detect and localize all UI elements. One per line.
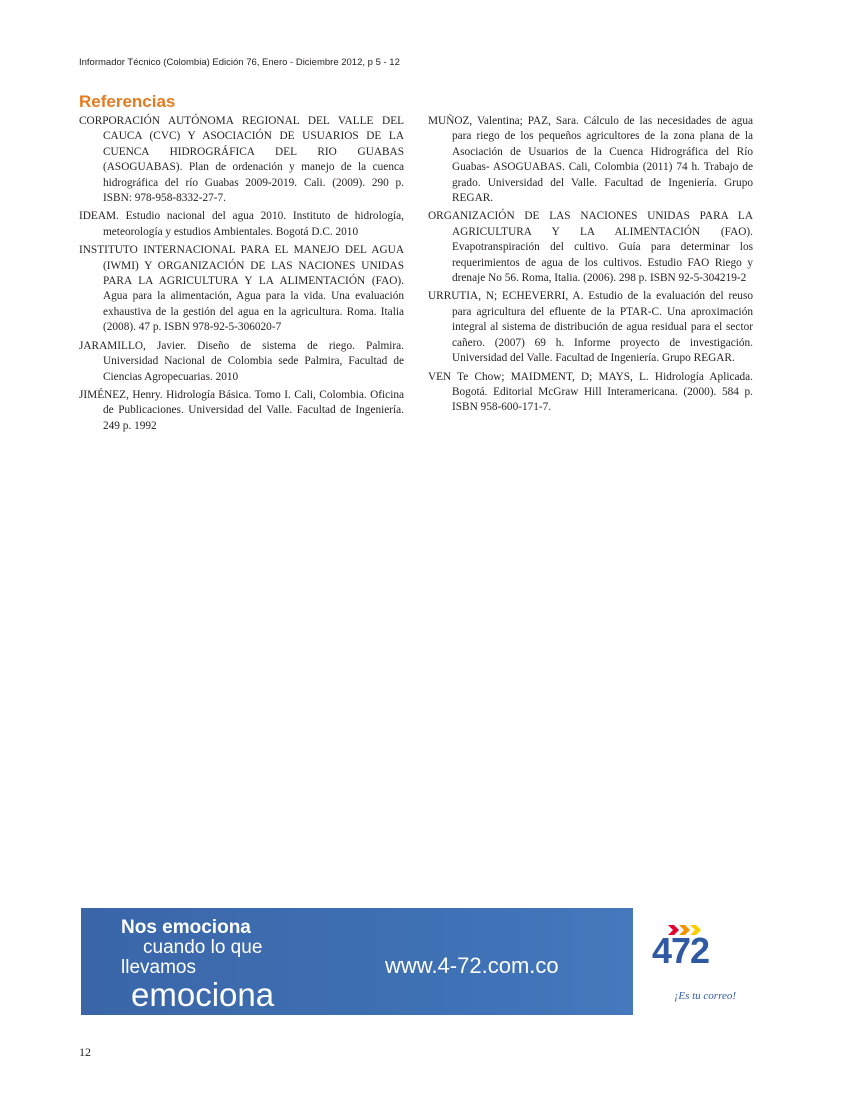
brand-logo bbox=[633, 908, 753, 1015]
reference-entry: MUÑOZ, Valentina; PAZ, Sara. Cálculo de las necesidades de agua para riego de los pequeños agricultores de la zona plana de la Asociación de Usuarios de la Cuenca Hidrográfica del Río Guabas- ASOGUABAS. Cali, Colombia (2011) 74 h. Trabajo de grado. Universidad del Valle. Facultad de Ingeniería. Grupo REGAR. bbox=[428, 115, 753, 205]
slogan-line: emociona bbox=[131, 976, 275, 1013]
slogan-line: llevamos bbox=[121, 957, 196, 978]
references-left-column bbox=[79, 114, 404, 437]
reference-entry: VEN Te Chow; MAIDMENT, D; MAYS, L. Hidrología Aplicada. Bogotá. Editorial McGraw Hill Interamericana. (2000). 584 p. ISBN 958-600-171-7. bbox=[428, 370, 753, 414]
slogan-line: cuando lo que bbox=[143, 937, 263, 958]
logo-number: 472 bbox=[652, 930, 710, 971]
advertisement-banner bbox=[81, 908, 753, 1015]
banner-slogan bbox=[121, 918, 274, 1012]
page-number: 12 bbox=[79, 1045, 91, 1059]
reference-entry: CORPORACIÓN AUTÓNOMA REGIONAL DEL VALLE DEL CAUCA (CVC) Y ASOCIACIÓN DE USUARIOS DE LA CUENCA HIDROGRÁFICA DEL RIO GUABAS (ASOGUABAS). Plan de ordenación y manejo de la cuenca hidrográfica del río Guabas 2009-2019. Cali. (2009). 290 p. ISBN: 978-958-8332-27-7. bbox=[79, 115, 404, 205]
section-title: Referencias bbox=[79, 92, 176, 111]
slogan-line: Nos emociona bbox=[121, 917, 251, 938]
reference-entry: IDEAM. Estudio nacional del agua 2010. Instituto de hidrología, meteorología y estudios Ambientales. Bogotá D.C. 2010 bbox=[79, 210, 404, 238]
references-right-column bbox=[428, 114, 753, 419]
reference-entry: INSTITUTO INTERNACIONAL PARA EL MANEJO DEL AGUA (IWMI) Y ORGANIZACIÓN DE LAS NACIONES UNIDAS PARA LA AGRICULTURA Y LA ALIMENTACIÓN (FAO). Agua para la alimentación, Agua para la vida. Una evaluación exhaustiva de la gestión del agua en la agricultura. Roma. Italia (2008). 47 p. ISBN 978-92-5-306020-7 bbox=[79, 244, 404, 334]
reference-entry: ORGANIZACIÓN DE LAS NACIONES UNIDAS PARA LA AGRICULTURA Y LA ALIMENTACIÓN (FAO). Evapotranspiración del cultivo. Guía para determinar los requerimientos de agua de los cultivos. Estudio FAO Riego y drenaje No 56. Roma, Italia. (2006). 298 p. ISBN 92-5-304219-2 bbox=[428, 210, 753, 285]
logo-tagline: ¡Es tu correo! bbox=[674, 990, 736, 1002]
running-head: Informador Técnico (Colombia) Edición 76, Enero - Diciembre 2012, p 5 - 12 bbox=[79, 57, 400, 68]
reference-entry: URRUTIA, N; ECHEVERRI, A. Estudio de la evaluación del reuso para agricultura del efluente de la PTAR-C. Una aproximación integral al sistema de distribución de agua residual para el sector cañero. (2007) 69 h. Informe proyecto de investigación. Universidad del Valle. Facultad de Ingeniería. Grupo REGAR. bbox=[428, 290, 753, 365]
reference-entry: JIMÉNEZ, Henry. Hidrología Básica. Tomo I. Cali, Colombia. Oficina de Publicaciones. Universidad del Valle. Facultad de Ingeniería. 249 p. 1992 bbox=[79, 388, 404, 432]
banner-url: www.4-72.com.co bbox=[385, 953, 559, 978]
reference-entry: JARAMILLO, Javier. Diseño de sistema de riego. Palmira. Universidad Nacional de Colombia sede Palmira, Facultad de Ciencias Agropecuarias. 2010 bbox=[79, 339, 404, 383]
